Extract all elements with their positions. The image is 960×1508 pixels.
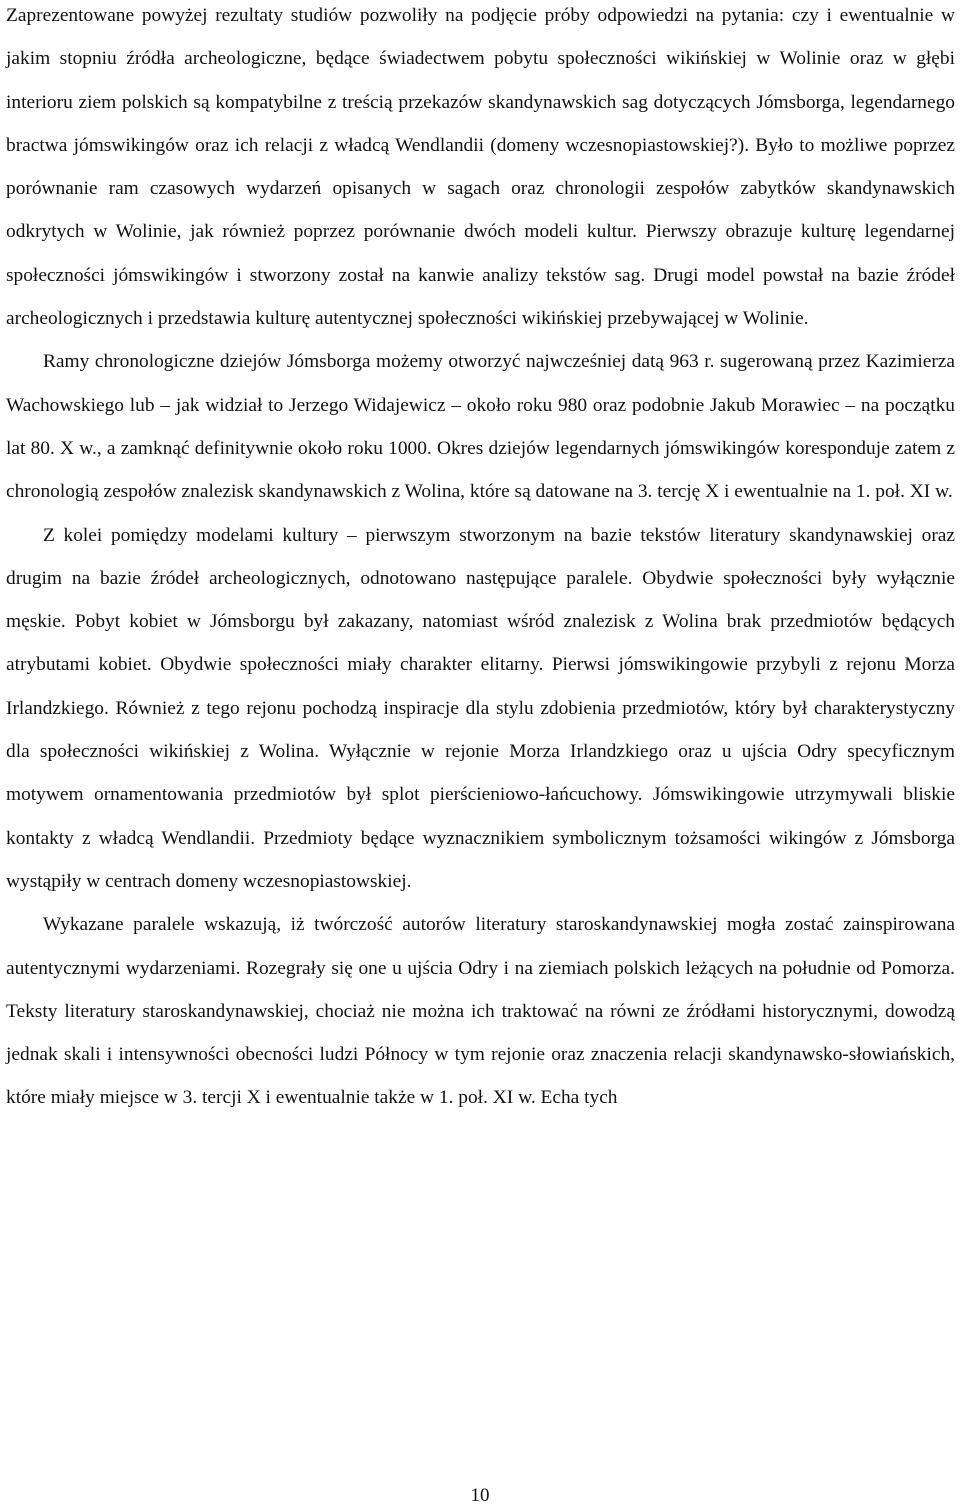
paragraph-3: Z kolei pomiędzy modelami kultury – pierwszym stworzonym na bazie tekstów literatury skandynawskiej oraz drugim na bazie źródeł archeologicznych, odnotowano następujące paralele. Obydwie społeczności były wyłącznie męskie. Pobyt kobiet w Jómsborgu był zakazany, natomiast wśród znalezisk z Wolina brak przedmiotów będących atrybutami kobiet. Obydwie społeczności miały charakter elitarny. Pierwsi jómswikingowie przybyli z rejonu Morza Irlandzkiego. Również z tego rejonu pochodzą inspiracje dla stylu zdobienia przedmiotów, który był charakterystyczny dla społeczności wikińskiej z Wolina. Wyłącznie w rejonie Morza Irlandzkiego oraz u ujścia Odry specyficznym motywem ornamentowania przedmiotów był splot pierścieniowo-łańcuchowy. Jómswikingowie utrzymywali bliskie kontakty z władcą Wendlandii. Przedmioty będące wyznacznikiem symbolicznym tożsamości wikingów z Jómsborga wystąpiły w centrach domeny wczesnopiastowskiej. xyxy=(6,524,955,892)
page-number: 10 xyxy=(470,1485,490,1506)
paragraph-1: Zaprezentowane powyżej rezultaty studiów pozwoliły na podjęcie próby odpowiedzi na pytania: czy i ewentualnie w jakim stopniu źródła archeologiczne, będące świadectwem pobytu społeczności wikińskiej w Wolinie oraz w głębi interioru ziem polskich są kompatybilne z treścią przekazów skandynawskich sag dotyczących Jómsborga, legendarnego bractwa jómswikingów oraz ich relacji z władcą Wendlandii (domeny wczesnopiastowskiej?). Było to możliwe poprzez porównanie ram czasowych wydarzeń opisanych w sagach oraz chronologii zespołów zabytków skandynawskich odkrytych w Wolinie, jak również poprzez porównanie dwóch modeli kultur. Pierwszy obrazuje kulturę legendarnej społeczności jómswikingów i stworzony został na kanwie analizy tekstów sag. Drugi model powstał na bazie źródeł archeologicznych i przedstawia kulturę autentycznej społeczności wikińskiej przebywającej w Wolinie. xyxy=(6,5,955,330)
paragraph-2: Ramy chronologiczne dziejów Jómsborga możemy otworzyć najwcześniej datą 963 r. sugerowaną przez Kazimierza Wachowskiego lub – jak widział to Jerzego Widajewicz – około roku 980 oraz podobnie Jakub Morawiec – na początku lat 80. X w., a zamknąć definitywnie około roku 1000. Okres dziejów legendarnych jómswikingów koresponduje zatem z chronologią zespołów znalezisk skandynawskich z Wolina, które są datowane na 3. tercję X i ewentualnie na 1. poł. XI w. xyxy=(6,351,955,503)
document-body xyxy=(6,0,955,1120)
paragraph-4: Wykazane paralele wskazują, iż twórczość autorów literatury staroskandynawskiej mogła zostać zainspirowana autentycznymi wydarzeniami. Rozegrały się one u ujścia Odry i na ziemiach polskich leżących na południe od Pomorza. Teksty literatury staroskandynawskiej, chociaż nie można ich traktować na równi ze źródłami historycznymi, dowodzą jednak skali i intensywności obecności ludzi Północy w tym rejonie oraz znaczenia relacji skandynawsko-słowiańskich, które miały miejsce w 3. tercji X i ewentualnie także w 1. poł. XI w. Echa tych xyxy=(6,914,955,1109)
